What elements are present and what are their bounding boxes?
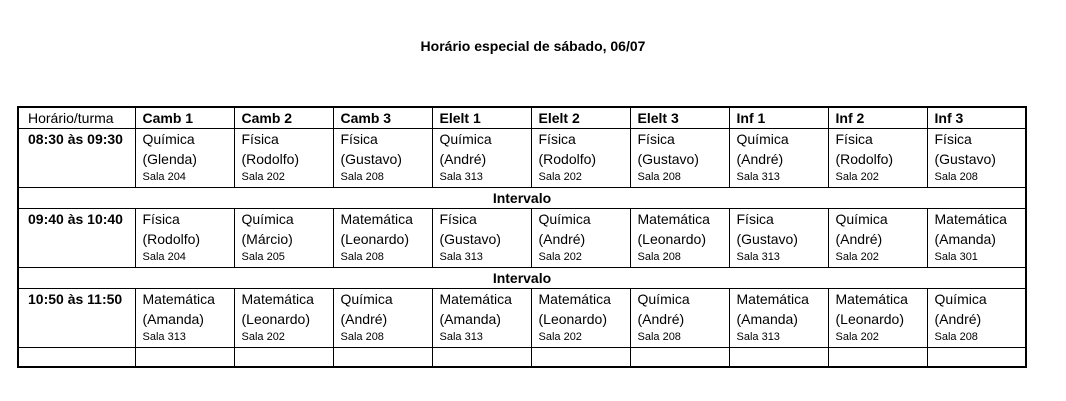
room-label: Sala 208 [934, 171, 978, 183]
teacher-label: (Leonardo) [637, 231, 706, 247]
header-class-cell: Inf 3 [927, 107, 1026, 129]
empty-cell [927, 348, 1026, 368]
subject-label: Física [340, 131, 378, 147]
subject-label: Química [538, 211, 591, 227]
teacher-label: (Glenda) [142, 151, 197, 167]
class-cell [333, 289, 432, 348]
subject-label: Matemática [241, 291, 314, 307]
header-class-cell: Camb 3 [333, 107, 432, 129]
header-class-cell: Elelt 2 [531, 107, 630, 129]
class-cell [531, 129, 630, 188]
class-cell [234, 289, 333, 348]
subject-label: Física [934, 131, 972, 147]
class-cell [135, 129, 234, 188]
subject-label: Química [736, 131, 789, 147]
teacher-label: (Leonardo) [241, 311, 310, 327]
class-cell [432, 209, 531, 268]
header-class-cell: Inf 1 [729, 107, 828, 129]
subject-label: Matemática [142, 291, 215, 307]
class-cell [927, 209, 1026, 268]
room-label: Sala 313 [736, 251, 780, 263]
teacher-label: (Rodolfo) [142, 231, 201, 247]
room-label: Sala 202 [835, 331, 879, 343]
subject-label: Física [736, 211, 774, 227]
class-cell [333, 209, 432, 268]
room-label: Sala 313 [142, 331, 186, 343]
class-cell [135, 289, 234, 348]
class-cell [630, 129, 729, 188]
teacher-label: (André) [736, 151, 784, 167]
header-class-cell: Camb 1 [135, 107, 234, 129]
empty-cell [531, 348, 630, 368]
teacher-label: (Rodolfo) [538, 151, 597, 167]
empty-cell [828, 348, 927, 368]
subject-label: Química [835, 211, 888, 227]
room-label: Sala 202 [538, 251, 582, 263]
header-class-cell: Camb 2 [234, 107, 333, 129]
break-label: Intervalo [18, 188, 1026, 209]
time-slot-label: 10:50 às 11:50 [18, 289, 135, 348]
room-label: Sala 205 [241, 251, 285, 263]
time-slot-row [18, 129, 1026, 188]
room-label: Sala 208 [637, 331, 681, 343]
teacher-label: (Gustavo) [340, 151, 402, 167]
teacher-label: (André) [538, 231, 586, 247]
subject-label: Matemática [538, 291, 611, 307]
class-cell [927, 289, 1026, 348]
room-label: Sala 301 [934, 251, 978, 263]
class-cell [432, 129, 531, 188]
schedule-table [17, 106, 1027, 368]
subject-label: Física [637, 131, 675, 147]
subject-label: Química [439, 131, 492, 147]
subject-label: Química [142, 131, 195, 147]
class-cell [927, 129, 1026, 188]
teacher-label: (Rodolfo) [241, 151, 300, 167]
teacher-label: (André) [835, 231, 883, 247]
empty-cell [630, 348, 729, 368]
class-cell [432, 289, 531, 348]
room-label: Sala 208 [934, 331, 978, 343]
room-label: Sala 313 [439, 251, 483, 263]
teacher-label: (Amanda) [439, 311, 501, 327]
subject-label: Física [142, 211, 180, 227]
header-row [18, 107, 1026, 129]
class-cell [630, 209, 729, 268]
time-slot-row [18, 209, 1026, 268]
class-cell [234, 209, 333, 268]
room-label: Sala 313 [736, 331, 780, 343]
room-label: Sala 204 [142, 251, 186, 263]
header-class-cell: Elelt 1 [432, 107, 531, 129]
teacher-label: (Leonardo) [835, 311, 904, 327]
room-label: Sala 202 [241, 331, 285, 343]
room-label: Sala 313 [439, 171, 483, 183]
room-label: Sala 313 [439, 331, 483, 343]
time-slot-row [18, 289, 1026, 348]
subject-label: Física [439, 211, 477, 227]
subject-label: Química [934, 291, 987, 307]
empty-cell [234, 348, 333, 368]
room-label: Sala 208 [340, 171, 384, 183]
room-label: Sala 202 [835, 171, 879, 183]
teacher-label: (Amanda) [934, 231, 996, 247]
room-label: Sala 202 [538, 331, 582, 343]
teacher-label: (Gustavo) [637, 151, 699, 167]
empty-cell [729, 348, 828, 368]
teacher-label: (Gustavo) [439, 231, 501, 247]
class-cell [333, 129, 432, 188]
empty-cell [135, 348, 234, 368]
empty-cell [432, 348, 531, 368]
header-class-cell: Inf 2 [828, 107, 927, 129]
teacher-label: (Amanda) [736, 311, 798, 327]
subject-label: Química [241, 211, 294, 227]
time-slot-label: 09:40 às 10:40 [18, 209, 135, 268]
subject-label: Química [637, 291, 690, 307]
teacher-label: (André) [439, 151, 487, 167]
teacher-label: (André) [340, 311, 388, 327]
teacher-label: (André) [637, 311, 685, 327]
empty-row [18, 348, 1026, 368]
teacher-label: (Leonardo) [340, 231, 409, 247]
room-label: Sala 202 [835, 251, 879, 263]
subject-label: Matemática [934, 211, 1007, 227]
subject-label: Matemática [439, 291, 512, 307]
teacher-label: (Márcio) [241, 231, 293, 247]
subject-label: Matemática [637, 211, 710, 227]
subject-label: Química [340, 291, 393, 307]
subject-label: Física [241, 131, 279, 147]
class-cell [828, 209, 927, 268]
class-cell [135, 209, 234, 268]
room-label: Sala 208 [637, 171, 681, 183]
room-label: Sala 208 [340, 251, 384, 263]
break-label: Intervalo [18, 268, 1026, 289]
empty-cell [333, 348, 432, 368]
room-label: Sala 208 [340, 331, 384, 343]
teacher-label: (Leonardo) [538, 311, 607, 327]
teacher-label: (Gustavo) [934, 151, 996, 167]
class-cell [234, 129, 333, 188]
class-cell [630, 289, 729, 348]
room-label: Sala 208 [637, 251, 681, 263]
class-cell [729, 289, 828, 348]
room-label: Sala 202 [538, 171, 582, 183]
class-cell [531, 289, 630, 348]
room-label: Sala 204 [142, 171, 186, 183]
subject-label: Matemática [340, 211, 413, 227]
room-label: Sala 202 [241, 171, 285, 183]
break-row [18, 188, 1026, 209]
subject-label: Física [538, 131, 576, 147]
class-cell [729, 209, 828, 268]
break-row [18, 268, 1026, 289]
empty-cell [18, 348, 135, 368]
teacher-label: (Gustavo) [736, 231, 798, 247]
page-title: Horário especial de sábado, 06/07 [420, 38, 646, 54]
teacher-label: (André) [934, 311, 982, 327]
class-cell [828, 129, 927, 188]
subject-label: Física [835, 131, 873, 147]
header-corner-cell: Horário/turma [18, 107, 135, 129]
teacher-label: (Rodolfo) [835, 151, 894, 167]
time-slot-label: 08:30 às 09:30 [18, 129, 135, 188]
subject-label: Matemática [736, 291, 809, 307]
header-class-cell: Elelt 3 [630, 107, 729, 129]
class-cell [729, 129, 828, 188]
teacher-label: (Amanda) [142, 311, 204, 327]
class-cell [828, 289, 927, 348]
class-cell [531, 209, 630, 268]
subject-label: Matemática [835, 291, 908, 307]
room-label: Sala 313 [736, 171, 780, 183]
